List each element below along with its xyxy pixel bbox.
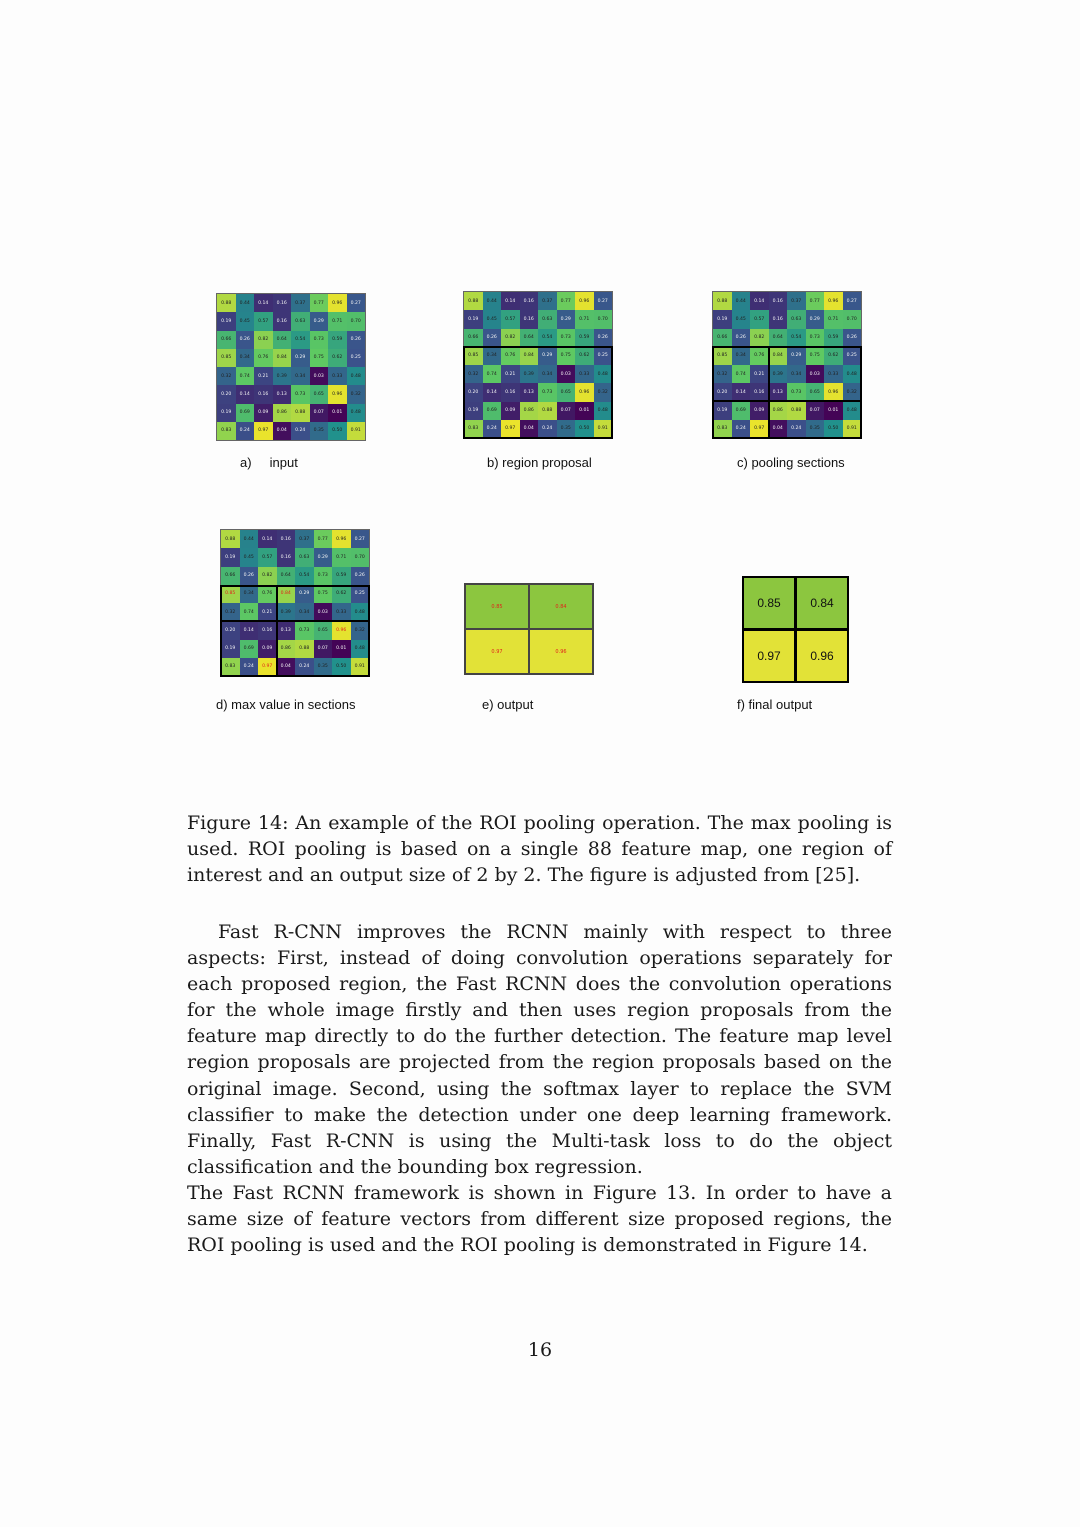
matrix-cell: 0.27	[843, 292, 862, 310]
final-output-cell: 0.97	[744, 631, 794, 681]
matrix-cell: 0.50	[824, 420, 843, 438]
matrix-cell: 0.16	[273, 294, 292, 312]
matrix-cell: 0.69	[236, 404, 255, 422]
matrix-cell: 0.62	[332, 585, 351, 603]
matrix-cell: 0.19	[713, 310, 732, 328]
max-divider-horizontal	[220, 620, 370, 622]
matrix-cell: 0.91	[594, 420, 613, 438]
matrix-cell: 0.75	[806, 347, 825, 365]
matrix-cell: 0.71	[328, 312, 347, 330]
paragraph-2: The Fast RCNN framework is shown in Figure 13. In order to have a same size of feature vectors from different size proposed regions, the ROI pooling is used and the ROI pooling is demonstrated in Figure 14.	[187, 1181, 892, 1257]
matrix-cell: 0.86	[520, 402, 539, 420]
matrix-cell: 0.64	[277, 567, 296, 585]
matrix-cell: 0.14	[236, 385, 255, 403]
matrix-cell: 0.33	[328, 367, 347, 385]
matrix-cell: 0.59	[575, 329, 594, 347]
matrix-cell: 0.84	[769, 347, 788, 365]
matrix-cell: 0.16	[769, 292, 788, 310]
matrix-cell: 0.19	[464, 402, 483, 420]
matrix-cell: 0.16	[273, 312, 292, 330]
matrix-cell: 0.39	[277, 603, 296, 621]
matrix-cell: 0.86	[769, 402, 788, 420]
matrix-cell: 0.88	[713, 292, 732, 310]
matrix-cell: 0.76	[258, 585, 277, 603]
matrix-cell: 0.21	[254, 367, 273, 385]
matrix-cell: 0.07	[806, 402, 825, 420]
matrix-cell: 0.77	[806, 292, 825, 310]
matrix-cell: 0.88	[464, 292, 483, 310]
matrix-cell: 0.66	[713, 329, 732, 347]
matrix-cell: 0.26	[732, 329, 751, 347]
matrix-cell: 0.70	[351, 548, 370, 566]
matrix-cell: 0.16	[769, 310, 788, 328]
matrix-cell: 0.35	[557, 420, 576, 438]
matrix-cell: 0.24	[240, 658, 259, 676]
matrix-cell: 0.21	[258, 603, 277, 621]
matrix-cell: 0.73	[314, 567, 333, 585]
matrix-cell: 0.16	[258, 621, 277, 639]
matrix-cell: 0.54	[787, 329, 806, 347]
matrix-cell: 0.45	[732, 310, 751, 328]
matrix-cell: 0.96	[328, 294, 347, 312]
matrix-cell: 0.84	[520, 347, 539, 365]
final-output-grid	[742, 576, 849, 683]
matrix-cell: 0.33	[332, 603, 351, 621]
matrix-cell: 0.77	[314, 530, 333, 548]
matrix-cell: 0.75	[314, 585, 333, 603]
matrix-cell: 0.96	[328, 385, 347, 403]
matrix-cell: 0.63	[538, 310, 557, 328]
matrix-cell: 0.32	[594, 383, 613, 401]
matrix-cell: 0.70	[594, 310, 613, 328]
matrix-cell: 0.50	[328, 422, 347, 440]
matrix-cell: 0.26	[594, 329, 613, 347]
matrix-cell: 0.63	[787, 310, 806, 328]
matrix-cell: 0.35	[314, 658, 333, 676]
label-output: e) output	[482, 697, 534, 712]
matrix-cell: 0.04	[769, 420, 788, 438]
matrix-cell: 0.32	[713, 365, 732, 383]
matrix-cell: 0.83	[221, 658, 240, 676]
matrix-cell: 0.27	[347, 294, 366, 312]
matrix-cell: 0.91	[347, 422, 366, 440]
matrix-cell: 0.48	[347, 404, 366, 422]
matrix-cell: 0.26	[240, 567, 259, 585]
matrix-cell: 0.33	[575, 365, 594, 383]
matrix-cell: 0.70	[843, 310, 862, 328]
matrix-cell: 0.25	[843, 347, 862, 365]
matrix-cell: 0.64	[273, 331, 292, 349]
matrix-cell: 0.16	[277, 548, 296, 566]
matrix-cell: 0.74	[732, 365, 751, 383]
matrix-cell: 0.16	[750, 383, 769, 401]
caption-text: Figure 14: An example of the ROI pooling operation. The max pooling is used. ROI pooling is based on a single 88 feature map, one region of interest and an output size of 2 by 2. The figure is adjusted from [25].	[187, 812, 892, 887]
matrix-cell: 0.01	[328, 404, 347, 422]
matrix-cell: 0.57	[750, 310, 769, 328]
matrix-cell: 0.82	[254, 331, 273, 349]
matrix-cell: 0.44	[236, 294, 255, 312]
matrix-cell: 0.24	[291, 422, 310, 440]
matrix-cell: 0.82	[501, 329, 520, 347]
matrix-cell: 0.34	[291, 367, 310, 385]
matrix-cell: 0.77	[310, 294, 329, 312]
matrix-cell: 0.63	[291, 312, 310, 330]
matrix-cell: 0.20	[464, 383, 483, 401]
matrix-cell: 0.07	[557, 402, 576, 420]
output-cell: 0.97	[465, 629, 529, 674]
matrix-cell: 0.88	[291, 404, 310, 422]
input-feature-map	[216, 293, 366, 441]
matrix-cell: 0.27	[594, 292, 613, 310]
matrix-cell: 0.32	[464, 365, 483, 383]
matrix-cell: 0.45	[236, 312, 255, 330]
matrix-cell: 0.13	[520, 383, 539, 401]
matrix-cell: 0.84	[277, 585, 296, 603]
matrix-cell: 0.63	[295, 548, 314, 566]
matrix-cell: 0.65	[557, 383, 576, 401]
matrix-cell: 0.54	[538, 329, 557, 347]
matrix-cell: 0.74	[236, 367, 255, 385]
matrix-cell: 0.04	[277, 658, 296, 676]
output-cell: 0.84	[529, 584, 593, 629]
matrix-cell: 0.97	[501, 420, 520, 438]
matrix-cell: 0.24	[787, 420, 806, 438]
matrix-cell: 0.74	[240, 603, 259, 621]
paragraph-1: Fast R-CNN improves the RCNN mainly with respect to three aspects: First, instead of doing convolution operations separately for each proposed region, the Fast RCNN does the convolution operations for the whole image firstly and then uses region proposals from the feature map directly to do the further detection. The feature map level region proposals are projected from the region proposals based on the original image. Second, using the softmax layer to replace the SVM classifier to make the detection under one deep learning framework. Finally, Fast R-CNN is using the Multi-task loss to do the object classification and the bounding box regression.	[187, 921, 892, 1178]
matrix-cell: 0.37	[291, 294, 310, 312]
matrix-cell: 0.71	[332, 548, 351, 566]
matrix-cell: 0.29	[557, 310, 576, 328]
matrix-cell: 0.16	[501, 383, 520, 401]
matrix-cell: 0.34	[538, 365, 557, 383]
matrix-cell: 0.44	[240, 530, 259, 548]
matrix-cell: 0.29	[295, 585, 314, 603]
matrix-cell: 0.26	[236, 331, 255, 349]
matrix-cell: 0.37	[295, 530, 314, 548]
matrix-cell: 0.48	[594, 402, 613, 420]
matrix-cell: 0.20	[221, 621, 240, 639]
matrix-cell: 0.91	[843, 420, 862, 438]
matrix-cell: 0.29	[291, 349, 310, 367]
matrix-cell: 0.13	[769, 383, 788, 401]
matrix-cell: 0.14	[501, 292, 520, 310]
matrix-cell: 0.64	[520, 329, 539, 347]
matrix-cell: 0.88	[787, 402, 806, 420]
matrix-cell: 0.14	[732, 383, 751, 401]
matrix-cell: 0.73	[557, 329, 576, 347]
matrix-cell: 0.26	[347, 331, 366, 349]
matrix-cell: 0.19	[713, 402, 732, 420]
matrix-cell: 0.24	[236, 422, 255, 440]
pooling-sections-feature-map	[712, 291, 862, 439]
matrix-cell: 0.32	[347, 385, 366, 403]
matrix-cell: 0.96	[575, 292, 594, 310]
matrix-cell: 0.03	[314, 603, 333, 621]
matrix-cell: 0.62	[575, 347, 594, 365]
matrix-cell: 0.66	[217, 331, 236, 349]
matrix-cell: 0.48	[843, 365, 862, 383]
matrix-cell: 0.07	[314, 640, 333, 658]
matrix-cell: 0.19	[217, 404, 236, 422]
matrix-cell: 0.75	[557, 347, 576, 365]
matrix-cell: 0.96	[575, 383, 594, 401]
matrix-cell: 0.83	[217, 422, 236, 440]
matrix-cell: 0.39	[520, 365, 539, 383]
matrix-cell: 0.57	[501, 310, 520, 328]
matrix-cell: 0.14	[240, 621, 259, 639]
matrix-cell: 0.96	[824, 383, 843, 401]
region-proposal-feature-map	[463, 291, 613, 439]
matrix-cell: 0.34	[236, 349, 255, 367]
matrix-cell: 0.03	[806, 365, 825, 383]
matrix-cell: 0.88	[295, 640, 314, 658]
matrix-cell: 0.75	[310, 349, 329, 367]
matrix-cell: 0.69	[732, 402, 751, 420]
matrix-cell: 0.09	[501, 402, 520, 420]
matrix-cell: 0.66	[464, 329, 483, 347]
matrix-cell: 0.16	[520, 292, 539, 310]
matrix-cell: 0.26	[483, 329, 502, 347]
label-final-output: f) final output	[737, 697, 813, 712]
matrix-cell: 0.76	[254, 349, 273, 367]
matrix-cell: 0.88	[217, 294, 236, 312]
matrix-cell: 0.21	[501, 365, 520, 383]
figure-caption	[187, 810, 892, 888]
matrix-cell: 0.14	[258, 530, 277, 548]
matrix-cell: 0.20	[713, 383, 732, 401]
matrix-cell: 0.25	[594, 347, 613, 365]
matrix-cell: 0.13	[277, 621, 296, 639]
page-number: 16	[527, 1339, 553, 1361]
matrix-cell: 0.01	[824, 402, 843, 420]
matrix-cell: 0.34	[295, 603, 314, 621]
matrix-cell: 0.19	[217, 312, 236, 330]
matrix-cell: 0.64	[769, 329, 788, 347]
matrix-cell: 0.35	[310, 422, 329, 440]
matrix-cell: 0.83	[464, 420, 483, 438]
matrix-cell: 0.01	[575, 402, 594, 420]
matrix-cell: 0.65	[806, 383, 825, 401]
max-divider-vertical	[276, 585, 278, 677]
matrix-cell: 0.25	[347, 349, 366, 367]
matrix-cell: 0.73	[787, 383, 806, 401]
matrix-cell: 0.86	[277, 640, 296, 658]
matrix-cell: 0.59	[332, 567, 351, 585]
matrix-cell: 0.62	[328, 349, 347, 367]
matrix-cell: 0.82	[258, 567, 277, 585]
matrix-cell: 0.91	[351, 658, 370, 676]
label-input: a) input	[240, 455, 298, 470]
matrix-cell: 0.69	[483, 402, 502, 420]
matrix-cell: 0.37	[787, 292, 806, 310]
label-max-value: d) max value in sections	[216, 697, 356, 712]
matrix-cell: 0.48	[594, 365, 613, 383]
matrix-cell: 0.65	[310, 385, 329, 403]
output-grid	[464, 583, 594, 675]
matrix-cell: 0.74	[483, 365, 502, 383]
matrix-cell: 0.29	[310, 312, 329, 330]
matrix-cell: 0.76	[501, 347, 520, 365]
final-output-cell: 0.84	[797, 578, 847, 628]
matrix-cell: 0.26	[843, 329, 862, 347]
matrix-cell: 0.45	[240, 548, 259, 566]
matrix-cell: 0.76	[750, 347, 769, 365]
matrix-cell: 0.54	[295, 567, 314, 585]
matrix-cell: 0.44	[732, 292, 751, 310]
matrix-cell: 0.29	[806, 310, 825, 328]
matrix-cell: 0.83	[713, 420, 732, 438]
matrix-cell: 0.82	[750, 329, 769, 347]
matrix-cell: 0.19	[221, 640, 240, 658]
matrix-cell: 0.39	[273, 367, 292, 385]
matrix-cell: 0.37	[538, 292, 557, 310]
matrix-cell: 0.07	[310, 404, 329, 422]
matrix-cell: 0.77	[557, 292, 576, 310]
final-output-cell: 0.85	[744, 578, 794, 628]
matrix-cell: 0.09	[750, 402, 769, 420]
matrix-cell: 0.14	[483, 383, 502, 401]
matrix-cell: 0.34	[483, 347, 502, 365]
matrix-cell: 0.85	[217, 349, 236, 367]
matrix-cell: 0.73	[310, 331, 329, 349]
matrix-cell: 0.71	[824, 310, 843, 328]
matrix-cell: 0.32	[217, 367, 236, 385]
matrix-cell: 0.03	[557, 365, 576, 383]
matrix-cell: 0.71	[575, 310, 594, 328]
matrix-cell: 0.88	[221, 530, 240, 548]
matrix-cell: 0.50	[332, 658, 351, 676]
output-cell: 0.85	[465, 584, 529, 629]
matrix-cell: 0.03	[310, 367, 329, 385]
matrix-cell: 0.16	[520, 310, 539, 328]
matrix-cell: 0.73	[538, 383, 557, 401]
matrix-cell: 0.16	[277, 530, 296, 548]
matrix-cell: 0.97	[258, 658, 277, 676]
matrix-cell: 0.88	[538, 402, 557, 420]
matrix-cell: 0.44	[483, 292, 502, 310]
matrix-cell: 0.34	[787, 365, 806, 383]
matrix-cell: 0.01	[332, 640, 351, 658]
matrix-cell: 0.57	[254, 312, 273, 330]
pooling-divider-vertical	[768, 346, 770, 439]
matrix-cell: 0.24	[538, 420, 557, 438]
matrix-cell: 0.97	[254, 422, 273, 440]
matrix-cell: 0.70	[347, 312, 366, 330]
matrix-cell: 0.39	[769, 365, 788, 383]
matrix-cell: 0.84	[273, 349, 292, 367]
body-text	[187, 919, 892, 1258]
matrix-cell: 0.57	[258, 548, 277, 566]
matrix-cell: 0.48	[347, 367, 366, 385]
matrix-cell: 0.48	[351, 603, 370, 621]
matrix-cell: 0.97	[750, 420, 769, 438]
matrix-cell: 0.24	[483, 420, 502, 438]
matrix-cell: 0.96	[824, 292, 843, 310]
matrix-cell: 0.66	[221, 567, 240, 585]
matrix-cell: 0.34	[240, 585, 259, 603]
matrix-cell: 0.21	[750, 365, 769, 383]
matrix-cell: 0.19	[221, 548, 240, 566]
matrix-cell: 0.50	[575, 420, 594, 438]
matrix-cell: 0.09	[254, 404, 273, 422]
matrix-cell: 0.96	[332, 621, 351, 639]
matrix-cell: 0.13	[273, 385, 292, 403]
matrix-cell: 0.04	[520, 420, 539, 438]
output-cell: 0.96	[529, 629, 593, 674]
final-output-cell: 0.96	[797, 631, 847, 681]
matrix-cell: 0.34	[732, 347, 751, 365]
matrix-cell: 0.85	[464, 347, 483, 365]
matrix-cell: 0.29	[538, 347, 557, 365]
matrix-cell: 0.04	[273, 422, 292, 440]
matrix-cell: 0.25	[351, 585, 370, 603]
matrix-cell: 0.73	[806, 329, 825, 347]
label-region-proposal: b) region proposal	[487, 455, 592, 470]
matrix-cell: 0.09	[258, 640, 277, 658]
matrix-cell: 0.85	[221, 585, 240, 603]
matrix-cell: 0.73	[295, 621, 314, 639]
max-value-feature-map	[220, 529, 370, 677]
matrix-cell: 0.96	[332, 530, 351, 548]
matrix-cell: 0.73	[291, 385, 310, 403]
matrix-cell: 0.45	[483, 310, 502, 328]
matrix-cell: 0.85	[713, 347, 732, 365]
matrix-cell: 0.62	[824, 347, 843, 365]
pooling-divider-horizontal	[712, 400, 862, 402]
matrix-cell: 0.48	[351, 640, 370, 658]
matrix-cell: 0.29	[314, 548, 333, 566]
matrix-cell: 0.32	[351, 621, 370, 639]
matrix-cell: 0.69	[240, 640, 259, 658]
matrix-cell: 0.59	[824, 329, 843, 347]
matrix-cell: 0.86	[273, 404, 292, 422]
matrix-cell: 0.16	[254, 385, 273, 403]
matrix-cell: 0.19	[464, 310, 483, 328]
matrix-cell: 0.54	[291, 331, 310, 349]
matrix-cell: 0.59	[328, 331, 347, 349]
matrix-cell: 0.20	[217, 385, 236, 403]
matrix-cell: 0.29	[787, 347, 806, 365]
matrix-cell: 0.33	[824, 365, 843, 383]
matrix-cell: 0.26	[351, 567, 370, 585]
matrix-cell: 0.65	[314, 621, 333, 639]
matrix-cell: 0.32	[221, 603, 240, 621]
matrix-cell: 0.35	[806, 420, 825, 438]
matrix-cell: 0.14	[254, 294, 273, 312]
matrix-cell: 0.32	[843, 383, 862, 401]
matrix-cell: 0.14	[750, 292, 769, 310]
matrix-cell: 0.24	[295, 658, 314, 676]
label-pooling-sections: c) pooling sections	[737, 455, 845, 470]
matrix-cell: 0.48	[843, 402, 862, 420]
matrix-cell: 0.27	[351, 530, 370, 548]
matrix-cell: 0.24	[732, 420, 751, 438]
